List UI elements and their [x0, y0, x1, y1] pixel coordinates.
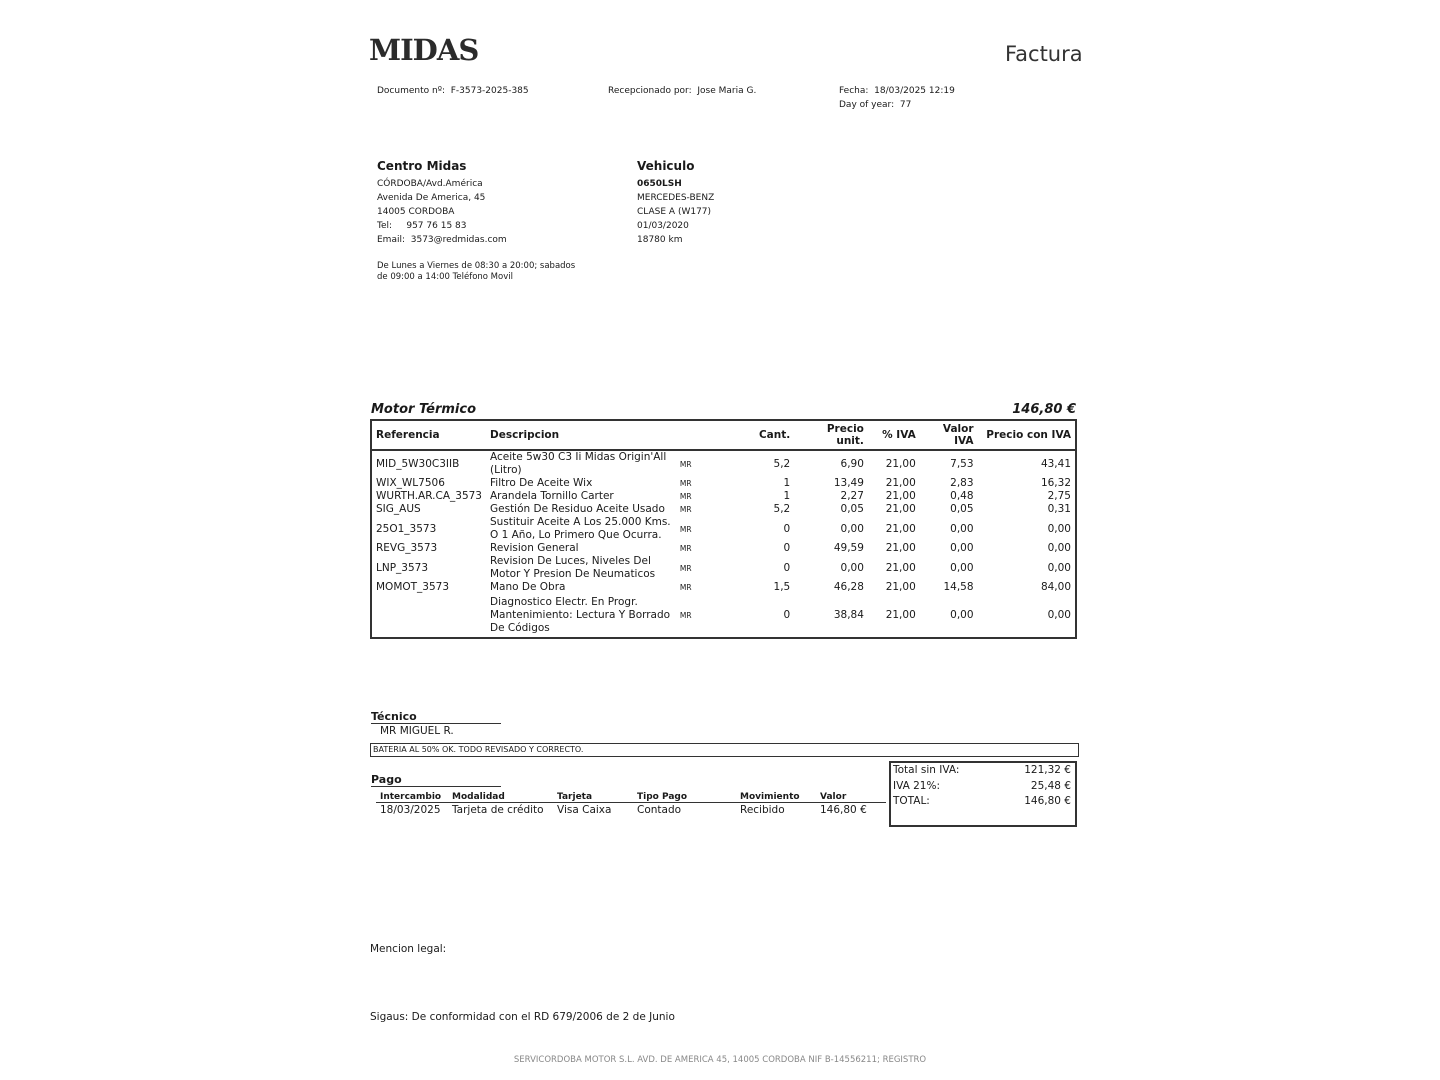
- cell-desc: Revision General: [490, 542, 579, 554]
- subtotal-row: Total sin IVA: 121,32 €: [893, 764, 1071, 776]
- legal-mention: Mencion legal:: [370, 943, 447, 955]
- table-row: [371, 490, 1076, 503]
- cell-desc: Aceite 5w30 C3 Ii Midas Origin'All (Litro): [490, 451, 667, 476]
- cell-mr: MR: [679, 505, 692, 514]
- cell-qty: 0: [783, 609, 791, 621]
- cell-unit: 49,59: [833, 542, 864, 554]
- cell-mr: MR: [679, 479, 692, 488]
- invoice-date: Fecha: 18/03/2025 12:19 Day of year: 77: [839, 86, 955, 110]
- table-row: [371, 516, 1076, 542]
- technician-note: BATERIA AL 50% OK. TODO REVISADO Y CORRECTO.: [370, 743, 1079, 757]
- table-row: [371, 594, 1076, 638]
- pay-col-mode: Modalidad: [448, 792, 553, 803]
- cell-vat: 21,00: [885, 581, 916, 593]
- cell-mr: MR: [679, 563, 692, 573]
- cell-mr: MR: [679, 524, 692, 534]
- cell-unit: 13,49: [833, 477, 864, 489]
- section-title: Motor Térmico: [371, 402, 477, 417]
- cell-unit: 38,84: [833, 609, 864, 621]
- total-row: TOTAL: 146,80 €: [893, 795, 1071, 807]
- pay-card: Visa Caixa: [557, 804, 612, 816]
- cell-unit: 2,27: [840, 490, 864, 502]
- cell-price-vat: 0,31: [1047, 503, 1071, 515]
- cell-vat-value: 7,53: [950, 457, 974, 470]
- cell-mr: MR: [679, 583, 692, 592]
- table-row: [371, 581, 1076, 594]
- pay-col-value: Valor: [816, 792, 886, 803]
- cell-qty: 1: [783, 477, 791, 489]
- technician-title: Técnico: [371, 710, 501, 724]
- cell-vat-value: 14,58: [943, 581, 974, 593]
- cell-ref: [371, 594, 486, 638]
- cell-qty: 1: [783, 490, 791, 502]
- cell-unit: 6,90: [840, 457, 864, 470]
- cell-mr: MR: [679, 459, 692, 469]
- center-address: CÓRDOBA/Avd.América Avenida De America, 45 14005 CORDOBA Tel: 957 76 15 83 Email: 3573@redmidas.com: [377, 179, 507, 245]
- technician-name: MR MIGUEL R.: [380, 725, 454, 737]
- cell-vat: 21,00: [885, 490, 916, 502]
- col-vat-value: Valor IVA: [920, 420, 978, 450]
- cell-price-vat: 43,41: [1040, 457, 1071, 470]
- cell-price-vat: 84,00: [1040, 581, 1071, 593]
- cell-desc: Gestión De Residuo Aceite Usado: [490, 503, 665, 515]
- col-mr: [676, 420, 750, 450]
- cell-vat-value: 0,00: [950, 561, 974, 574]
- payment-header-row: [376, 792, 886, 803]
- col-price-vat: Precio con IVA: [978, 420, 1076, 450]
- received-by: Recepcionado por: Jose Maria G.: [608, 86, 757, 96]
- cell-price-vat: 0,00: [1047, 609, 1071, 621]
- cell-desc: Mano De Obra: [490, 581, 566, 593]
- document-title: Factura: [1005, 42, 1083, 66]
- cell-ref: SIG_AUS: [376, 503, 421, 515]
- cell-desc: Sustituir Aceite A Los 25.000 Kms. O 1 Año, Lo Primero Que Ocurra.: [490, 516, 671, 541]
- cell-qty: 1,5: [773, 581, 791, 593]
- table-row: [371, 542, 1076, 555]
- cell-vat: 21,00: [885, 522, 916, 535]
- items-header-row: [371, 420, 1076, 450]
- cell-unit: 0,05: [840, 503, 864, 515]
- cell-price-vat: 0,00: [1047, 522, 1071, 535]
- cell-desc: Arandela Tornillo Carter: [490, 490, 614, 502]
- payment-table: [376, 792, 886, 817]
- pay-col-type: Tipo Pago: [633, 792, 736, 803]
- cell-ref: WURTH.AR.CA_3573: [376, 490, 482, 502]
- cell-qty: 5,2: [773, 457, 791, 470]
- vat-row: IVA 21%: 25,48 €: [893, 779, 1071, 792]
- cell-unit: 46,28: [833, 581, 864, 593]
- cell-qty: 0: [783, 522, 791, 535]
- cell-price-vat: 2,75: [1047, 490, 1071, 502]
- pay-mode: Tarjeta de crédito: [452, 804, 544, 816]
- col-desc: Descripcion: [486, 420, 676, 450]
- vehicle-title: Vehiculo: [637, 159, 695, 173]
- cell-desc: Revision De Luces, Niveles Del Motor Y Presion De Neumaticos: [490, 555, 656, 580]
- cell-ref: REVG_3573: [376, 542, 438, 554]
- cell-vat: 21,00: [885, 503, 916, 515]
- cell-mr: MR: [679, 544, 692, 553]
- cell-vat-value: 0,00: [950, 522, 974, 535]
- cell-price-vat: 16,32: [1040, 477, 1071, 489]
- cell-vat: 21,00: [885, 561, 916, 574]
- cell-vat-value: 2,83: [950, 477, 974, 489]
- cell-unit: 0,00: [840, 522, 864, 535]
- table-row: [371, 555, 1076, 581]
- totals-box: [889, 761, 1077, 827]
- document-number: Documento nº: F-3573-2025-385: [377, 86, 529, 96]
- cell-vat-value: 0,48: [950, 490, 974, 502]
- cell-desc: Filtro De Aceite Wix: [490, 477, 593, 489]
- pay-col-card: Tarjeta: [553, 792, 633, 803]
- cell-mr: MR: [679, 492, 692, 501]
- cell-ref: MOMOT_3573: [376, 581, 450, 593]
- cell-vat: 21,00: [885, 609, 916, 621]
- items-table: [370, 419, 1077, 639]
- cell-ref: 25O1_3573: [376, 522, 437, 535]
- col-vat: % IVA: [868, 420, 920, 450]
- section-total: 146,80 €: [1012, 402, 1076, 417]
- table-row: [371, 477, 1076, 490]
- cell-qty: 0: [783, 542, 791, 554]
- payment-title: Pago: [371, 773, 501, 787]
- vehicle-details: 0650LSH MERCEDES-BENZ CLASE A (W177) 01/03/2020 18780 km: [637, 179, 715, 245]
- cell-qty: 5,2: [773, 503, 791, 515]
- cell-qty: 0: [783, 561, 791, 574]
- pay-movement: Recibido: [740, 804, 785, 816]
- opening-hours: De Lunes a Viernes de 08:30 a 20:00; sabados de 09:00 a 14:00 Teléfono Movil: [377, 261, 576, 282]
- cell-ref: MID_5W30C3IIB: [376, 457, 460, 470]
- col-ref: Referencia: [371, 420, 486, 450]
- cell-ref: WIX_WL7506: [376, 477, 445, 489]
- payment-row: [376, 803, 886, 818]
- midas-logo: MIDAS: [369, 33, 479, 67]
- pay-value: 146,80 €: [820, 804, 867, 816]
- cell-vat: 21,00: [885, 457, 916, 470]
- pay-col-date: Intercambio: [376, 792, 448, 803]
- table-row: [371, 450, 1076, 477]
- cell-desc: Diagnostico Electr. En Progr. Mantenimiento: Lectura Y Borrado De Códigos: [490, 596, 671, 634]
- center-title: Centro Midas: [377, 159, 467, 173]
- col-unit: Precio unit.: [794, 420, 868, 450]
- pay-col-movement: Movimiento: [736, 792, 816, 803]
- pay-type: Contado: [637, 804, 682, 816]
- cell-price-vat: 0,00: [1047, 561, 1071, 574]
- table-row: [371, 503, 1076, 516]
- cell-price-vat: 0,00: [1047, 542, 1071, 554]
- cell-vat-value: 0,00: [950, 542, 974, 554]
- pay-date: 18/03/2025: [380, 804, 441, 816]
- company-footer: SERVICORDOBA MOTOR S.L. AVD. DE AMERICA 45, 14005 CORDOBA NIF B-14556211; REGISTRO: [513, 1055, 927, 1065]
- cell-mr: MR: [679, 611, 692, 620]
- col-qty: Cant.: [750, 420, 794, 450]
- sigaus-note: Sigaus: De conformidad con el RD 679/2006 de 2 de Junio: [370, 1011, 675, 1023]
- cell-ref: LNP_3573: [376, 561, 429, 574]
- cell-vat: 21,00: [885, 477, 916, 489]
- cell-vat: 21,00: [885, 542, 916, 554]
- cell-vat-value: 0,00: [950, 609, 974, 621]
- cell-vat-value: 0,05: [950, 503, 974, 515]
- cell-unit: 0,00: [840, 561, 864, 574]
